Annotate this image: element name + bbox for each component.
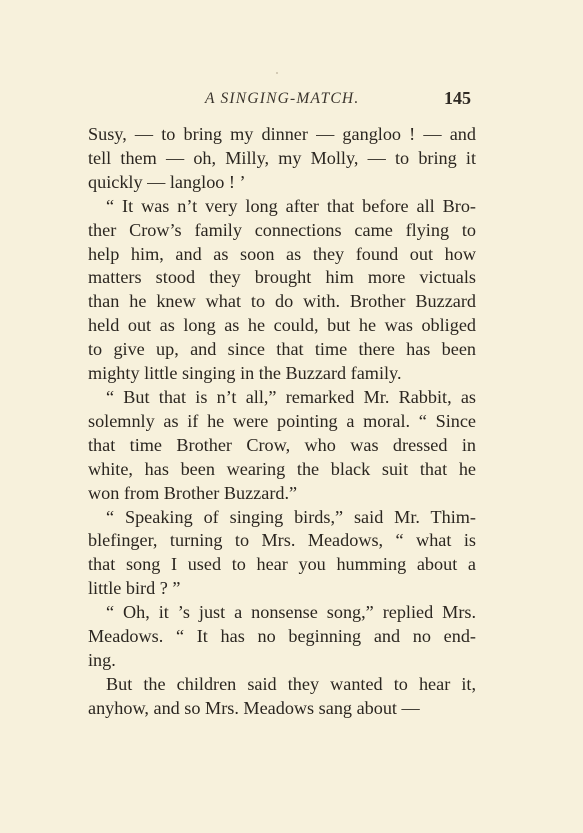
text-line: held out as long as he could, but he was obliged <box>88 315 476 336</box>
text-line: than he knew what to do with. Brother Buzzard <box>88 291 476 312</box>
text-line: Meadows. “ It has no beginning and no end- <box>88 626 476 647</box>
text-line: help him, and as soon as they found out how <box>88 243 476 264</box>
text-line: ther Crow’s family connections came flying to <box>88 219 476 240</box>
text-line: white, has been wearing the black suit that he <box>88 458 476 479</box>
text-line: “ But that is n’t all,” remarked Mr. Rabbit, as <box>106 386 476 407</box>
text-line: that song I used to hear you humming about a <box>88 554 476 575</box>
text-line: tell them — oh, Milly, my Molly, — to bring it <box>88 147 476 168</box>
text-line: that time Brother Crow, who was dressed in <box>88 434 476 455</box>
text-line: blefinger, turning to Mrs. Meadows, “ what is <box>88 530 476 551</box>
page-number: 145 <box>444 88 471 108</box>
text-line: But the children said they wanted to hear it, <box>106 673 476 694</box>
text-line: quickly — langloo ! ’ <box>88 171 246 192</box>
text-line: mighty little singing in the Buzzard family. <box>88 363 402 384</box>
text-line: anyhow, and so Mrs. Meadows sang about — <box>88 697 420 718</box>
text-line: “ It was n’t very long after that before all Bro- <box>106 195 476 216</box>
text-line: “ Speaking of singing birds,” said Mr. Thim- <box>106 506 476 527</box>
running-head: A SINGING-MATCH. <box>205 90 360 107</box>
text-line: matters stood they brought him more victuals <box>88 267 476 288</box>
text-line: won from Brother Buzzard.” <box>88 482 298 503</box>
text-line: “ Oh, it ’s just a nonsense song,” replied Mrs. <box>106 602 476 623</box>
text-line: solemnly as if he were pointing a moral. “ Since <box>88 410 476 431</box>
body-text <box>88 123 476 721</box>
text-line: little bird ? ” <box>88 578 181 599</box>
text-line: Susy, — to bring my dinner — gangloo ! — and <box>88 124 476 144</box>
paper-speck <box>276 72 278 74</box>
text-line: ing. <box>88 649 116 670</box>
text-line: to give up, and since that time there has been <box>88 339 476 360</box>
